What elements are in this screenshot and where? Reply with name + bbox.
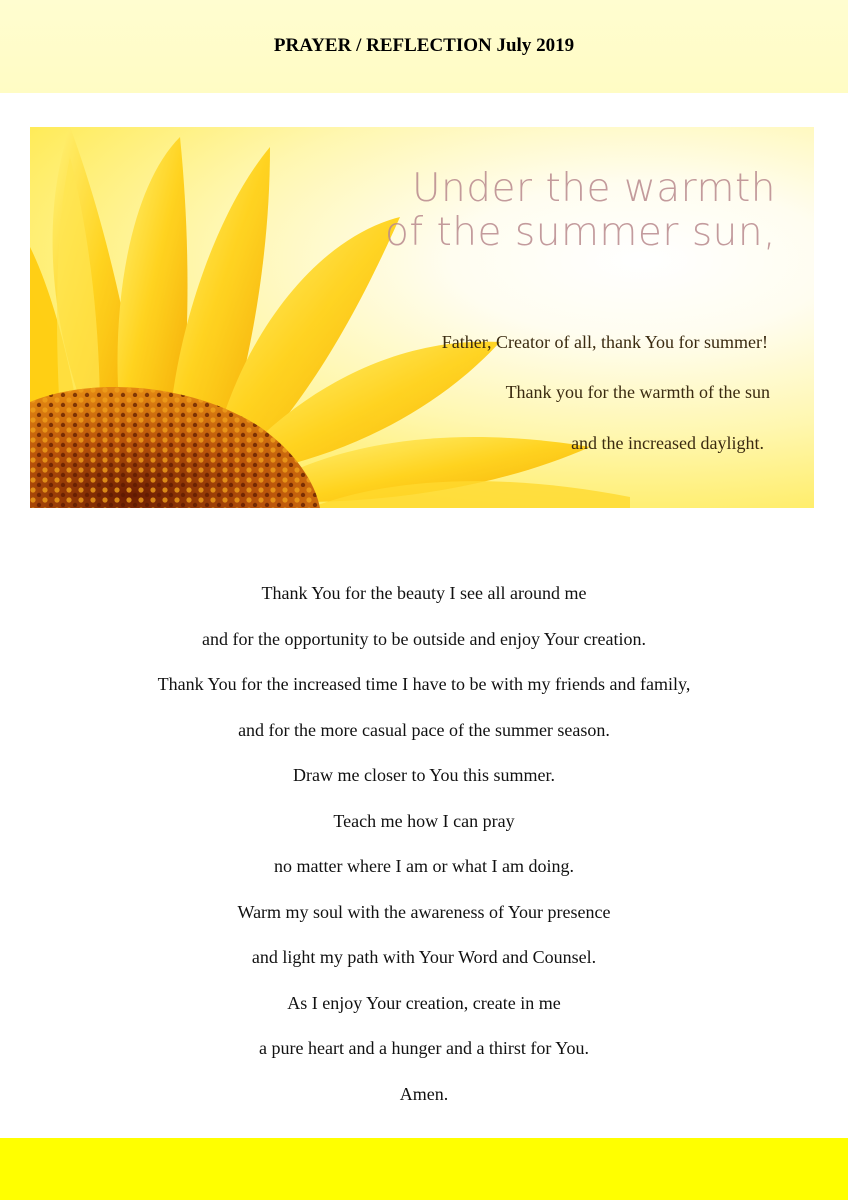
banner-text-line: Thank you for the warmth of the sun	[505, 382, 770, 402]
prayer-line: As I enjoy Your creation, create in me	[287, 992, 561, 1013]
amen: Amen.	[399, 1083, 449, 1104]
banner-headline	[385, 167, 776, 255]
prayer-line: Warm my soul with the awareness of Your presence	[237, 901, 611, 922]
prayer-line: and for the opportunity to be outside and enjoy Your creation.	[202, 628, 646, 649]
sunflower-banner	[30, 127, 814, 508]
prayer-line: Thank You for the increased time I have to be with my friends and family,	[157, 674, 691, 694]
banner-text-line: Father, Creator of all, thank You for summer!	[441, 332, 768, 352]
prayer-line: no matter where I am or what I am doing.	[274, 856, 574, 876]
prayer-line: Thank You for the beauty I see all around me	[261, 583, 587, 603]
prayer-line: a pure heart and a hunger and a thirst for You.	[259, 1038, 589, 1058]
prayer-line: and light my path with Your Word and Counsel.	[251, 947, 597, 967]
headline-line-1: Under the warmth	[412, 166, 776, 211]
banner-text-line: and the increased daylight.	[571, 433, 764, 453]
headline-line-2: of the summer sun,	[385, 210, 776, 255]
prayer-text	[0, 571, 848, 1117]
footer-band	[0, 1138, 848, 1200]
page-title: PRAYER / REFLECTION July 2019	[273, 35, 575, 56]
prayer-line: and for the more casual pace of the summer season.	[238, 719, 610, 740]
prayer-line: Draw me closer to You this summer.	[293, 765, 555, 785]
prayer-line: Teach me how I can pray	[333, 810, 515, 831]
